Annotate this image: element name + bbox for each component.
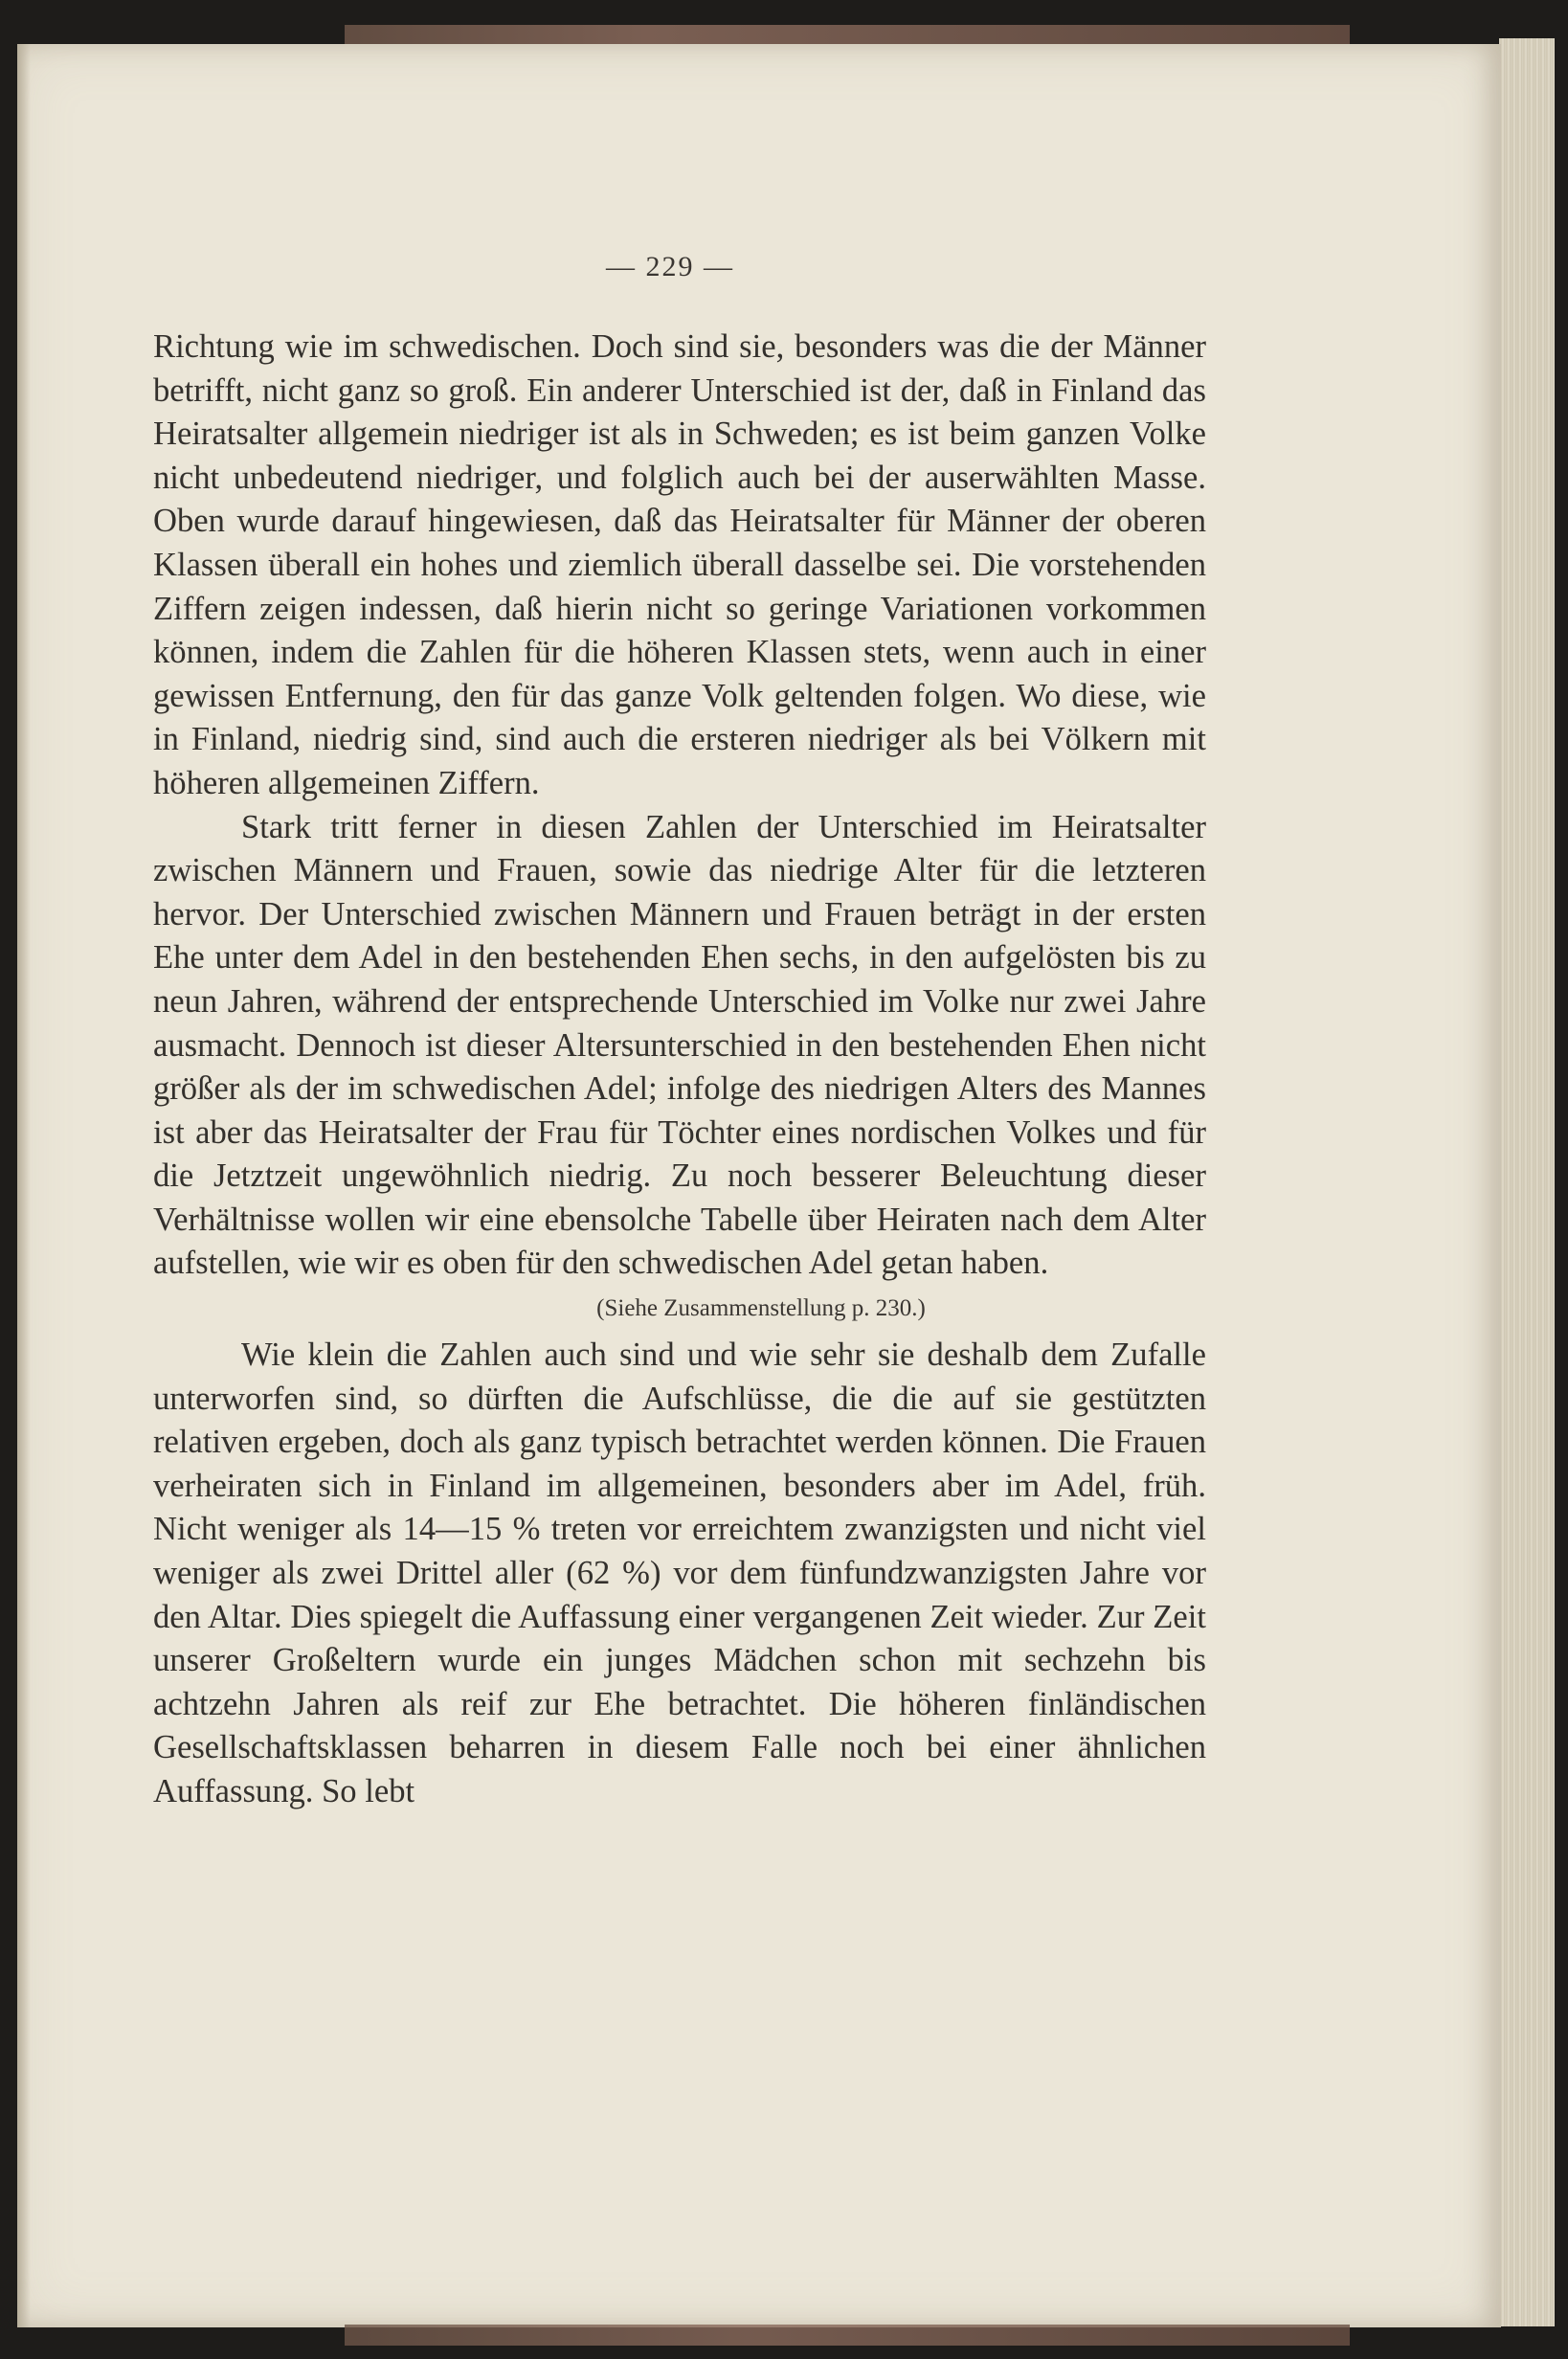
paragraph-3: Wie klein die Zahlen auch sind und wie sehr sie deshalb dem Zufalle unterworfen sind, so dürften die Aufschlüsse, die die auf sie gestützten relativen ergeben, doch als ganz typisch betrachtet werden können. Die Frauen verheiraten sich in Finland im allgemeinen, besonders aber im Adel, früh. Nicht weniger als 14—15 % treten vor erreichtem zwanzigsten und nicht viel weniger als zwei Drittel aller (62 %) vor dem fünfundzwanzigsten Jahre vor den Altar. Dies spiegelt die Auffassung einer vergangenen Zeit wieder. Zur Zeit unserer Großeltern wurde ein junges Mädchen schon mit sechzehn bis achtzehn Jahren als reif zur Ehe betrachtet. Die höheren finländischen Gesellschaftsklassen beharren in diesem Falle noch bei einer ähnlichen Auffassung. So lebt bbox=[153, 1337, 1206, 1809]
body-text bbox=[153, 326, 1206, 1814]
spine-shadow bbox=[17, 44, 31, 2327]
paragraph-2: Stark tritt ferner in diesen Zahlen der Unterschied im Heiratsalter zwischen Männern und Frauen, sowie das niedrige Alter für die letzteren hervor. Der Unterschied zwischen Männern und Frauen beträgt in der ersten Ehe unter dem Adel in den bestehenden Ehen sechs, in den aufgelösten bis zu neun Jahren, während der entsprechende Unterschied im Volke nur zwei Jahre ausmacht. Dennoch ist dieser Altersunterschied in den bestehenden Ehen nicht größer als der im schwedischen Adel; infolge des niedrigen Alters des Mannes ist aber das Heiratsalter der Frau für Töchter eines nordischen Volkes und für die Jetztzeit ungewöhnlich niedrig. Zu noch besserer Beleuchtung dieser Verhältnisse wollen wir eine ebensolche Tabelle über Heiraten nach dem Alter aufstellen, wie wir es oben für den schwedischen Adel getan haben. bbox=[153, 808, 1206, 1282]
page-number: — 229 — bbox=[606, 251, 734, 282]
table-reference-caption: (Siehe Zusammenstellung p. 230.) bbox=[596, 1295, 926, 1322]
page-stack-edge bbox=[1499, 38, 1555, 2326]
bottom-edge-shadow bbox=[345, 2325, 1350, 2346]
paragraph-1: Richtung wie im schwedischen. Doch sind sie, besonders was die der Männer betrifft, nicht ganz so groß. Ein anderer Unterschied ist der, daß in Finland das Heiratsalter allgemein niedriger ist als in Schweden; es ist beim ganzen Volke nicht unbedeutend niedriger, und folglich auch bei der auserwählten Masse. Oben wurde darauf hingewiesen, daß das Heiratsalter für Männer der oberen Klassen überall ein hohes und ziemlich überall dasselbe sei. Die vorstehenden Ziffern zeigen indessen, daß hierin nicht so geringe Variationen vorkommen können, indem die Zahlen für die höheren Klassen stets, wenn auch in einer gewissen Entfernung, den für das ganze Volk geltenden folgen. Wo diese, wie in Finland, niedrig sind, sind auch die ersteren niedriger als bei Völkern mit höheren allgemeinen Ziffern. bbox=[153, 328, 1206, 801]
